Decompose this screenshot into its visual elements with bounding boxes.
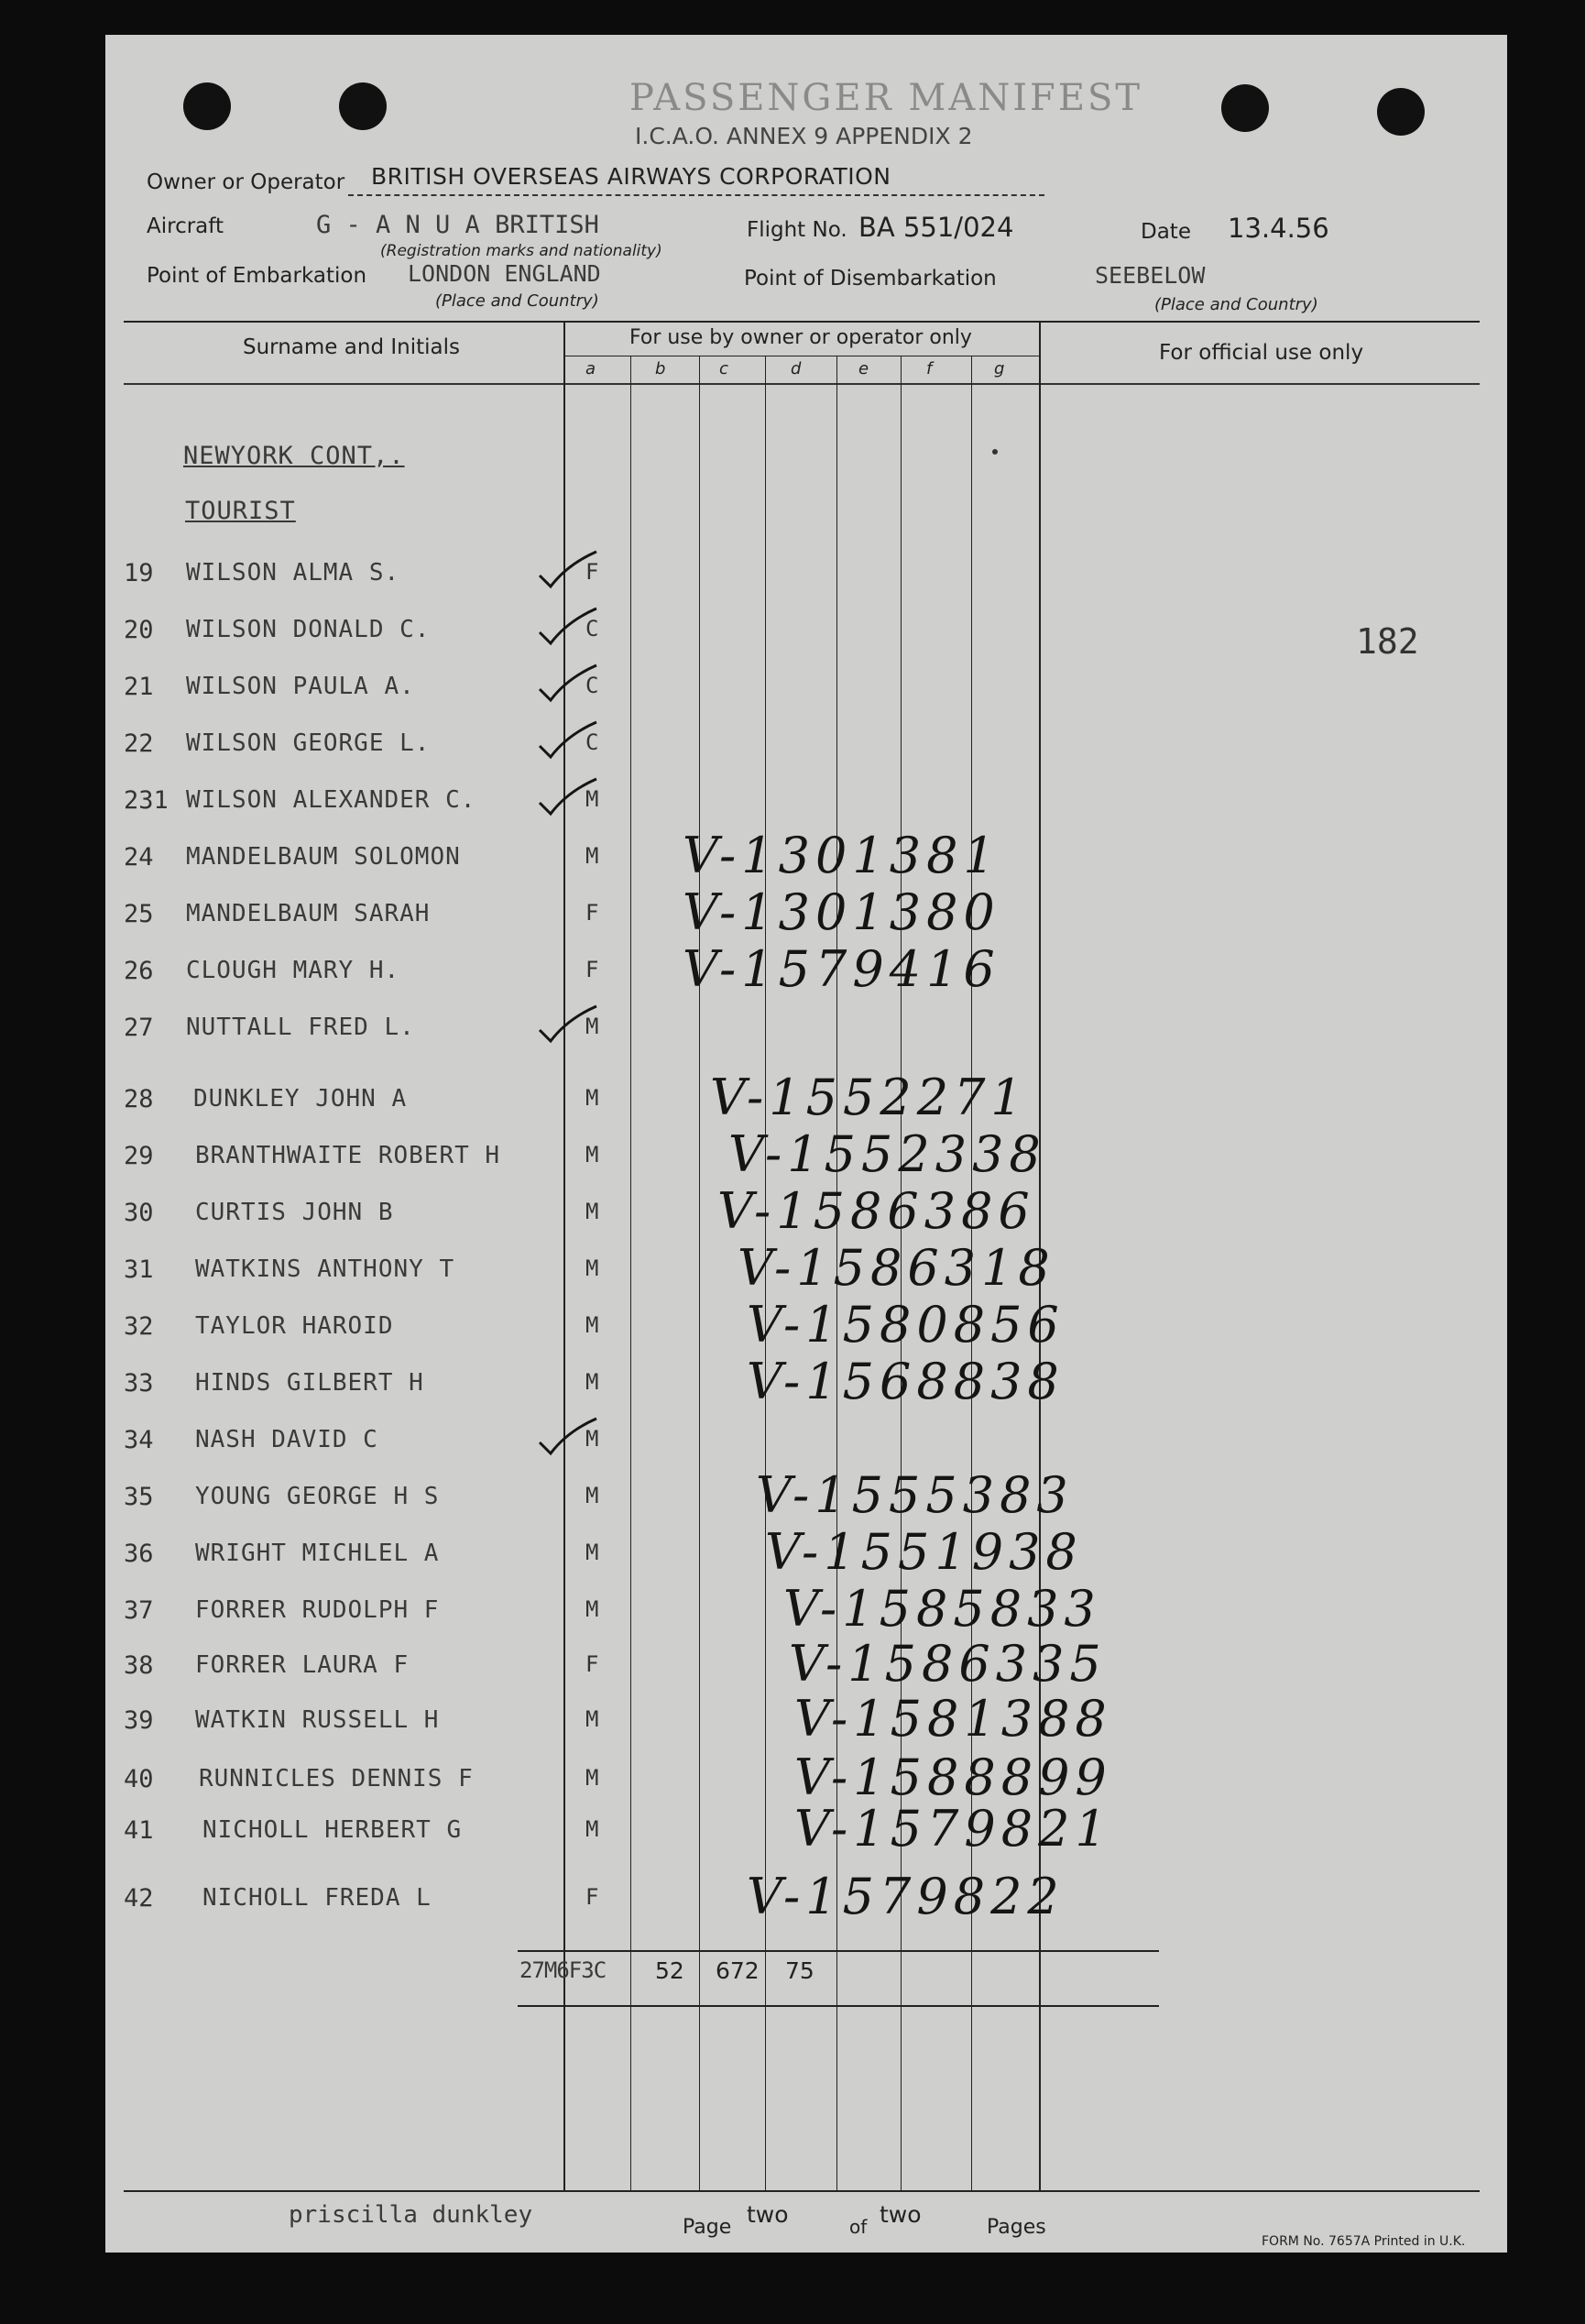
passenger-number: 27 [124, 1014, 154, 1042]
passenger-sex: F [585, 559, 599, 585]
disembarkation-label: Point of Disembarkation [744, 267, 997, 290]
visa-number: V-1552271 [710, 1069, 1028, 1126]
table-row [105, 1182, 1507, 1244]
signature: priscilla dunkley [289, 2201, 533, 2229]
column-letter-b: b [655, 359, 666, 378]
passenger-name: FORRER LAURA F [195, 1651, 410, 1679]
passenger-sex: M [585, 1706, 599, 1732]
passenger-name: MANDELBAUM SOLOMON [186, 843, 461, 871]
table-row [105, 827, 1507, 889]
pages-value: two [880, 2201, 922, 2228]
passenger-number: 37 [124, 1596, 154, 1625]
passenger-name: BRANTHWAITE ROBERT H [195, 1142, 501, 1169]
table-row [105, 1353, 1507, 1415]
passenger-sex: F [585, 957, 599, 982]
column-official-header: For official use only [1159, 341, 1364, 365]
owner-value: BRITISH OVERSEAS AIRWAYS CORPORATION [371, 163, 891, 190]
column-owner-use-header: For use by owner or operator only [629, 326, 972, 349]
passenger-name: RUNNICLES DENNIS F [199, 1765, 474, 1792]
pages-label: Pages [987, 2216, 1046, 2239]
check-mark-icon [536, 777, 600, 819]
passenger-number: 30 [124, 1199, 154, 1227]
section-heading-class: TOURIST [185, 497, 296, 525]
passenger-name: MANDELBAUM SARAH [186, 900, 431, 927]
flight-label: Flight No. [747, 218, 847, 242]
embarkation-note: (Place and Country) [435, 291, 599, 311]
table-row [105, 662, 1507, 718]
passenger-sex: M [585, 1199, 599, 1224]
disembarkation-value: SEEBELOW [1095, 262, 1206, 289]
passenger-sex: M [585, 1483, 599, 1508]
column-letter-f: f [926, 359, 933, 378]
table-top-rule [124, 321, 1480, 323]
passenger-sex: C [585, 729, 599, 755]
visa-number: V-1552338 [728, 1125, 1046, 1183]
flight-value: BA 551/024 [858, 212, 1014, 243]
check-mark-icon [536, 607, 600, 649]
check-mark-icon [536, 720, 600, 762]
page-value: two [747, 2201, 789, 2228]
total-col-c: 672 [716, 1957, 760, 1984]
visa-number: V-1579822 [747, 1868, 1065, 1925]
totals-top-rule [518, 1950, 1159, 1952]
passenger-name: WATKIN RUSSELL H [195, 1706, 440, 1734]
manifest-title: PASSENGER MANIFEST [629, 77, 1143, 119]
total-col-d: 75 [785, 1957, 814, 1984]
passenger-sex: F [585, 900, 599, 926]
table-row [105, 1635, 1507, 1697]
passenger-sex: C [585, 616, 599, 641]
aircraft-note: (Registration marks and nationality) [380, 242, 662, 260]
passenger-number: 33 [124, 1369, 154, 1398]
passenger-sex: F [585, 1884, 599, 1910]
table-row [105, 718, 1507, 775]
passenger-number: 32 [124, 1312, 154, 1341]
total-col-b: 52 [655, 1957, 684, 1984]
passenger-sex: M [585, 843, 599, 869]
column-letter-e: e [858, 359, 869, 378]
punch-hole-2 [339, 82, 387, 130]
passenger-sex: M [585, 1142, 599, 1167]
embarkation-label: Point of Embarkation [147, 264, 367, 288]
passenger-name: WILSON GEORGE L. [186, 729, 431, 757]
passenger-sex: M [585, 1426, 599, 1452]
passenger-number: 29 [124, 1142, 154, 1170]
visa-number: V-1579821 [794, 1800, 1112, 1858]
visa-number: V-1585833 [783, 1580, 1101, 1638]
passenger-number: 41 [124, 1816, 154, 1845]
dot-mark [992, 449, 998, 455]
passenger-number: 20 [124, 616, 154, 644]
passenger-name: NASH DAVID C [195, 1426, 378, 1453]
passenger-sex: M [585, 1312, 599, 1338]
visa-number: V-1580856 [747, 1296, 1065, 1354]
column-letter-c: c [719, 359, 728, 378]
passenger-number: 21 [124, 673, 154, 701]
visa-number: V-1588899 [794, 1748, 1112, 1806]
visa-number: V-1551938 [765, 1523, 1083, 1581]
aircraft-label: Aircraft [147, 214, 224, 238]
check-mark-icon [536, 1417, 600, 1459]
passenger-sex: F [585, 1651, 599, 1677]
visa-number: V-1579416 [683, 940, 1000, 998]
passenger-name: HINDS GILBERT H [195, 1369, 424, 1397]
disembarkation-note: (Place and Country) [1154, 295, 1318, 314]
table-row [105, 883, 1507, 946]
aircraft-value: G - A N U A BRITISH [316, 211, 599, 239]
passenger-number: 26 [124, 957, 154, 985]
passenger-sex: M [585, 1596, 599, 1622]
passenger-name: WILSON ALMA S. [186, 559, 400, 586]
table-row [105, 548, 1507, 605]
column-letter-a: a [585, 359, 596, 378]
visa-number: V-1586386 [717, 1182, 1035, 1240]
passenger-number: 22 [124, 729, 154, 758]
passenger-number: 42 [124, 1884, 154, 1913]
punch-hole-4 [1377, 88, 1425, 136]
passenger-name: CURTIS JOHN B [195, 1199, 394, 1226]
table-row [105, 1415, 1507, 1472]
passenger-name: DUNKLEY JOHN A [193, 1085, 408, 1113]
passenger-sex: M [585, 1540, 599, 1565]
totals-bottom-rule [518, 2005, 1159, 2007]
passenger-name: WATKINS ANTHONY T [195, 1255, 455, 1283]
passenger-number: 19 [124, 559, 154, 587]
column-surname-header: Surname and Initials [243, 335, 460, 359]
visa-number: V-1301380 [683, 883, 1000, 941]
passenger-name: NICHOLL FREDA L [202, 1884, 432, 1912]
passenger-number: 35 [124, 1483, 154, 1511]
page-label: Page [683, 2216, 732, 2239]
passenger-sex: M [585, 1014, 599, 1039]
visa-number: V-1586335 [789, 1635, 1107, 1693]
manifest-sheet [105, 35, 1507, 2253]
table-row [105, 1069, 1507, 1131]
passenger-sex: M [585, 1369, 599, 1395]
header-bottom-rule [124, 383, 1480, 385]
date-label: Date [1141, 220, 1191, 244]
table-row [105, 940, 1507, 1003]
passenger-number: 38 [124, 1651, 154, 1680]
passenger-number: 34 [124, 1426, 154, 1454]
check-mark-icon [536, 1004, 600, 1047]
punch-hole-1 [183, 82, 231, 130]
passenger-name: NICHOLL HERBERT G [202, 1816, 463, 1844]
check-mark-icon [536, 663, 600, 706]
table-row [105, 605, 1507, 662]
passenger-number: 25 [124, 900, 154, 928]
passenger-sex: M [585, 1255, 599, 1281]
table-row [105, 1003, 1507, 1059]
punch-hole-3 [1221, 84, 1269, 132]
visa-number: V-1586318 [738, 1239, 1055, 1297]
visa-number: V-1301381 [683, 827, 1000, 884]
passenger-number: 40 [124, 1765, 154, 1793]
table-row [105, 775, 1507, 832]
table-row [105, 1466, 1507, 1529]
footer-rule [124, 2190, 1480, 2192]
section-heading-destination: NEWYORK CONT,. [183, 442, 405, 470]
table-row [105, 1125, 1507, 1188]
passenger-number: 28 [124, 1085, 154, 1113]
passenger-name: CLOUGH MARY H. [186, 957, 400, 984]
passenger-sex: M [585, 1816, 599, 1842]
date-value: 13.4.56 [1228, 213, 1329, 244]
passenger-sex: M [585, 1765, 599, 1791]
passenger-sex: M [585, 786, 599, 812]
passenger-number: 39 [124, 1706, 154, 1735]
passenger-name: WILSON PAULA A. [186, 673, 415, 700]
passenger-sex: M [585, 1085, 599, 1111]
table-row [105, 1690, 1507, 1752]
column-letter-g: g [994, 359, 1005, 378]
passenger-name: WILSON DONALD C. [186, 616, 431, 643]
official-number: 182 [1356, 621, 1419, 662]
column-letter-d: d [791, 359, 802, 378]
passenger-name: YOUNG GEORGE H S [195, 1483, 440, 1510]
owner-label: Owner or Operator [147, 170, 345, 194]
visa-number: V-1581388 [794, 1690, 1112, 1748]
passenger-name: FORRER RUDOLPH F [195, 1596, 440, 1624]
passenger-number: 24 [124, 843, 154, 872]
table-row [105, 1296, 1507, 1358]
passenger-sex: C [585, 673, 599, 698]
owner-underline [348, 194, 1044, 196]
visa-number: V-1568838 [747, 1353, 1065, 1410]
form-number: FORM No. 7657A Printed in U.K. [1262, 2234, 1466, 2249]
passenger-number: 31 [124, 1255, 154, 1284]
passenger-name: WILSON ALEXANDER C. [186, 786, 476, 814]
passenger-number: 231 [124, 786, 169, 815]
total-col-a: 27M6F3C [519, 1957, 607, 1983]
embarkation-value: LONDON ENGLAND [408, 260, 601, 287]
passenger-name: TAYLOR HAROID [195, 1312, 394, 1340]
passenger-number: 36 [124, 1540, 154, 1568]
check-mark-icon [536, 550, 600, 592]
table-row [105, 1523, 1507, 1585]
table-row [105, 1239, 1507, 1301]
table-row [105, 1580, 1507, 1642]
visa-number: V-1555383 [756, 1466, 1074, 1524]
table-row [105, 1800, 1507, 1862]
of-label: of [849, 2216, 868, 2238]
passenger-name: NUTTALL FRED L. [186, 1014, 415, 1041]
table-row [105, 1868, 1507, 1930]
passenger-name: WRIGHT MICHLEL A [195, 1540, 440, 1567]
manifest-subtitle: I.C.A.O. ANNEX 9 APPENDIX 2 [635, 123, 973, 149]
